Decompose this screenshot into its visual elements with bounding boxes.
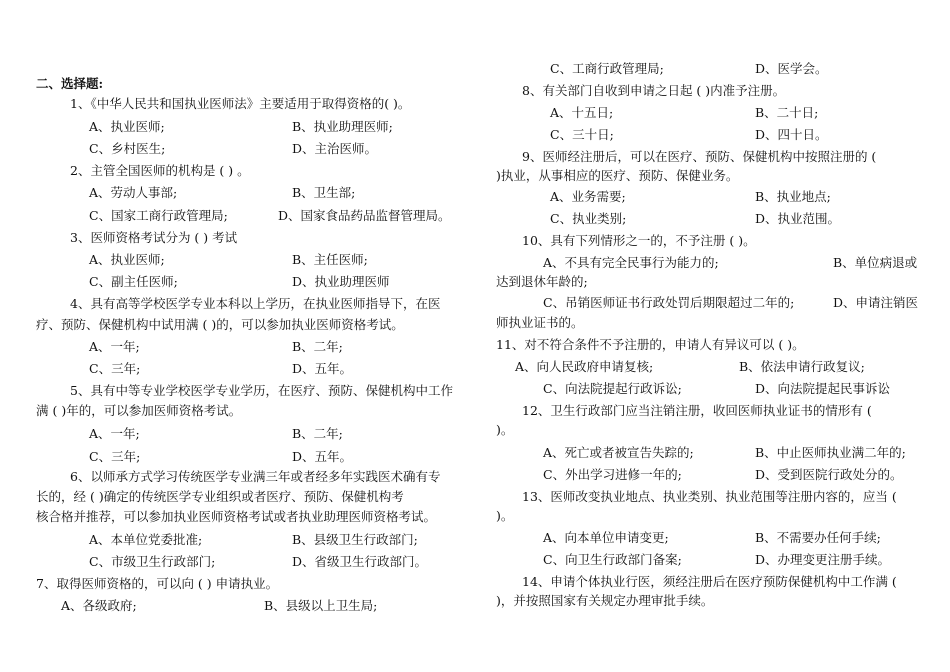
question-13-stem-line-1: 13、医师改变执业地点、执业类别、执业范围等注册内容的，应当 ( [522, 489, 897, 504]
question-5-option-c: C、三年; [89, 449, 141, 464]
question-9-option-c: C、执业类别; [550, 211, 627, 226]
question-4-stem-line-1: 4、具有高等学校医学专业本科以上学历，在执业医师指导下，在医 [70, 296, 441, 311]
question-7-stem: 7、取得医师资格的，可以向 ( ) 申请执业。 [36, 576, 279, 591]
question-8-option-a: A、十五日; [550, 105, 614, 120]
question-9-stem-line-1: 9、医师经注册后，可以在医疗、预防、保健机构中按照注册的 ( [522, 149, 877, 164]
question-6-stem-line-2: 长的，经 ( )确定的传统医学专业组织或者医疗、预防、保健机构考 [36, 489, 404, 504]
question-2-option-b: B、卫生部; [292, 185, 356, 200]
question-4-option-a: A、一年; [89, 339, 140, 354]
question-2-stem: 2、主管全国医师的机构是 ( ) 。 [70, 163, 250, 178]
question-1-option-d: D、主治医师。 [292, 141, 378, 156]
question-9-option-b: B、执业地点; [755, 189, 831, 204]
question-3-option-d: D、执业助理医师 [292, 274, 390, 289]
question-13-stem-line-2: )。 [496, 508, 514, 523]
question-9-option-a: A、业务需要; [550, 189, 626, 204]
question-5-option-d: D、五年。 [292, 449, 353, 464]
question-8-option-d: D、四十日。 [755, 127, 828, 142]
question-11-option-a: A、向人民政府申请复核; [515, 359, 654, 374]
question-11-option-b: B、依法申请行政复议; [739, 359, 865, 374]
question-5-option-a: A、一年; [89, 426, 140, 441]
question-11-option-c: C、向法院提起行政诉讼; [543, 381, 682, 396]
question-14-stem-line-2: )，并按照国家有关规定办理审批手续。 [496, 593, 714, 608]
question-10-option-d: D、申请注销医 [833, 295, 919, 310]
question-10-option-c: C、吊销医师证书行政处罚后期限超过二年的; [543, 295, 795, 310]
question-3-option-a: A、执业医师; [89, 252, 165, 267]
question-10-stem: 10、具有下列情形之一的，不予注册 ( )。 [522, 233, 756, 248]
question-7-option-b: B、县级以上卫生局; [264, 598, 378, 613]
question-6-stem-line-3: 核合格并推荐，可以参加执业医师资格考试或者执业助理医师资格考试。 [36, 509, 437, 524]
question-2-option-d: D、国家食品药品监督管理局。 [278, 208, 451, 223]
question-12-option-b: B、中止医师执业满二年的; [755, 445, 906, 460]
question-9-stem-line-2: )执业，从事相应的医疗、预防、保健业务。 [496, 168, 739, 183]
question-12-stem-line-2: )。 [496, 422, 514, 437]
question-6-option-b: B、县级卫生行政部门; [292, 532, 418, 547]
question-3-option-c: C、副主任医师; [89, 274, 178, 289]
question-4-option-b: B、二年; [292, 339, 343, 354]
section-title: 二、选择题: [36, 76, 104, 91]
question-2-option-a: A、劳动人事部; [89, 185, 178, 200]
question-1-option-a: A、执业医师; [89, 119, 165, 134]
question-6-stem-line-1: 6、以师承方式学习传统医学专业满三年或者经多年实践医术确有专 [70, 469, 441, 484]
question-12-option-a: A、死亡或者被宣告失踪的; [543, 445, 694, 460]
question-10-option-a: A、不具有完全民事行为能力的; [543, 255, 719, 270]
question-9-option-d: D、执业范围。 [755, 211, 841, 226]
question-7-option-a: A、各级政府; [61, 598, 137, 613]
question-13-option-c: C、向卫生行政部门备案; [543, 552, 682, 567]
question-13-option-a: A、向本单位申请变更; [543, 530, 669, 545]
question-10-option-b: B、单位病退或 [833, 255, 918, 270]
question-14-stem-line-1: 14、申请个体执业行医，须经注册后在医疗预防保健机构中工作满 ( [522, 574, 897, 589]
question-12-option-d: D、受到医院行政处分的。 [755, 467, 903, 482]
question-6-option-a: A、本单位党委批准; [89, 532, 203, 547]
question-5-stem-line-2: 满 ( )年的，可以参加医师资格考试。 [36, 403, 242, 418]
question-7-option-d: D、医学会。 [755, 61, 828, 76]
question-1-option-c: C、乡村医生; [89, 141, 166, 156]
question-4-stem-line-2: 疗、预防、保健机构中试用满 ( )的，可以参加执业医师资格考试。 [36, 317, 404, 332]
question-10-option-d-cont: 师执业证书的。 [496, 315, 584, 330]
question-5-stem-line-1: 5、具有中等专业学校医学专业学历，在医疗、预防、保健机构中工作 [70, 383, 453, 398]
question-13-option-d: D、办理变更注册手续。 [755, 552, 891, 567]
question-5-option-b: B、二年; [292, 426, 343, 441]
question-8-option-c: C、三十日; [550, 127, 614, 142]
question-8-option-b: B、二十日; [755, 105, 819, 120]
question-4-option-c: C、三年; [89, 361, 141, 376]
question-3-stem: 3、医师资格考试分为 ( ) 考试 [70, 230, 238, 245]
question-12-option-c: C、外出学习进修一年的; [543, 467, 682, 482]
question-4-option-d: D、五年。 [292, 361, 353, 376]
question-12-stem-line-1: 12、卫生行政部门应当注销注册，收回医师执业证书的情形有 ( [522, 403, 872, 418]
question-10-option-b-cont: 达到退休年龄的; [496, 274, 588, 289]
question-11-stem: 11、对不符合条件不予注册的，申请人有异议可以 ( )。 [496, 337, 805, 352]
question-6-option-c: C、市级卫生行政部门; [89, 554, 216, 569]
question-11-option-d: D、向法院提起民事诉讼 [755, 381, 891, 396]
question-7-option-c: C、工商行政管理局; [550, 61, 664, 76]
question-3-option-b: B、主任医师; [292, 252, 368, 267]
question-6-option-d: D、省级卫生行政部门。 [292, 554, 428, 569]
question-2-option-c: C、国家工商行政管理局; [89, 208, 228, 223]
question-13-option-b: B、不需要办任何手续; [755, 530, 881, 545]
question-1-option-b: B、执业助理医师; [292, 119, 393, 134]
question-1-stem: 1、《中华人民共和国执业医师法》主要适用于取得资格的( )。 [70, 96, 411, 111]
question-8-stem: 8、有关部门自收到申请之日起 ( )内准予注册。 [522, 83, 786, 98]
